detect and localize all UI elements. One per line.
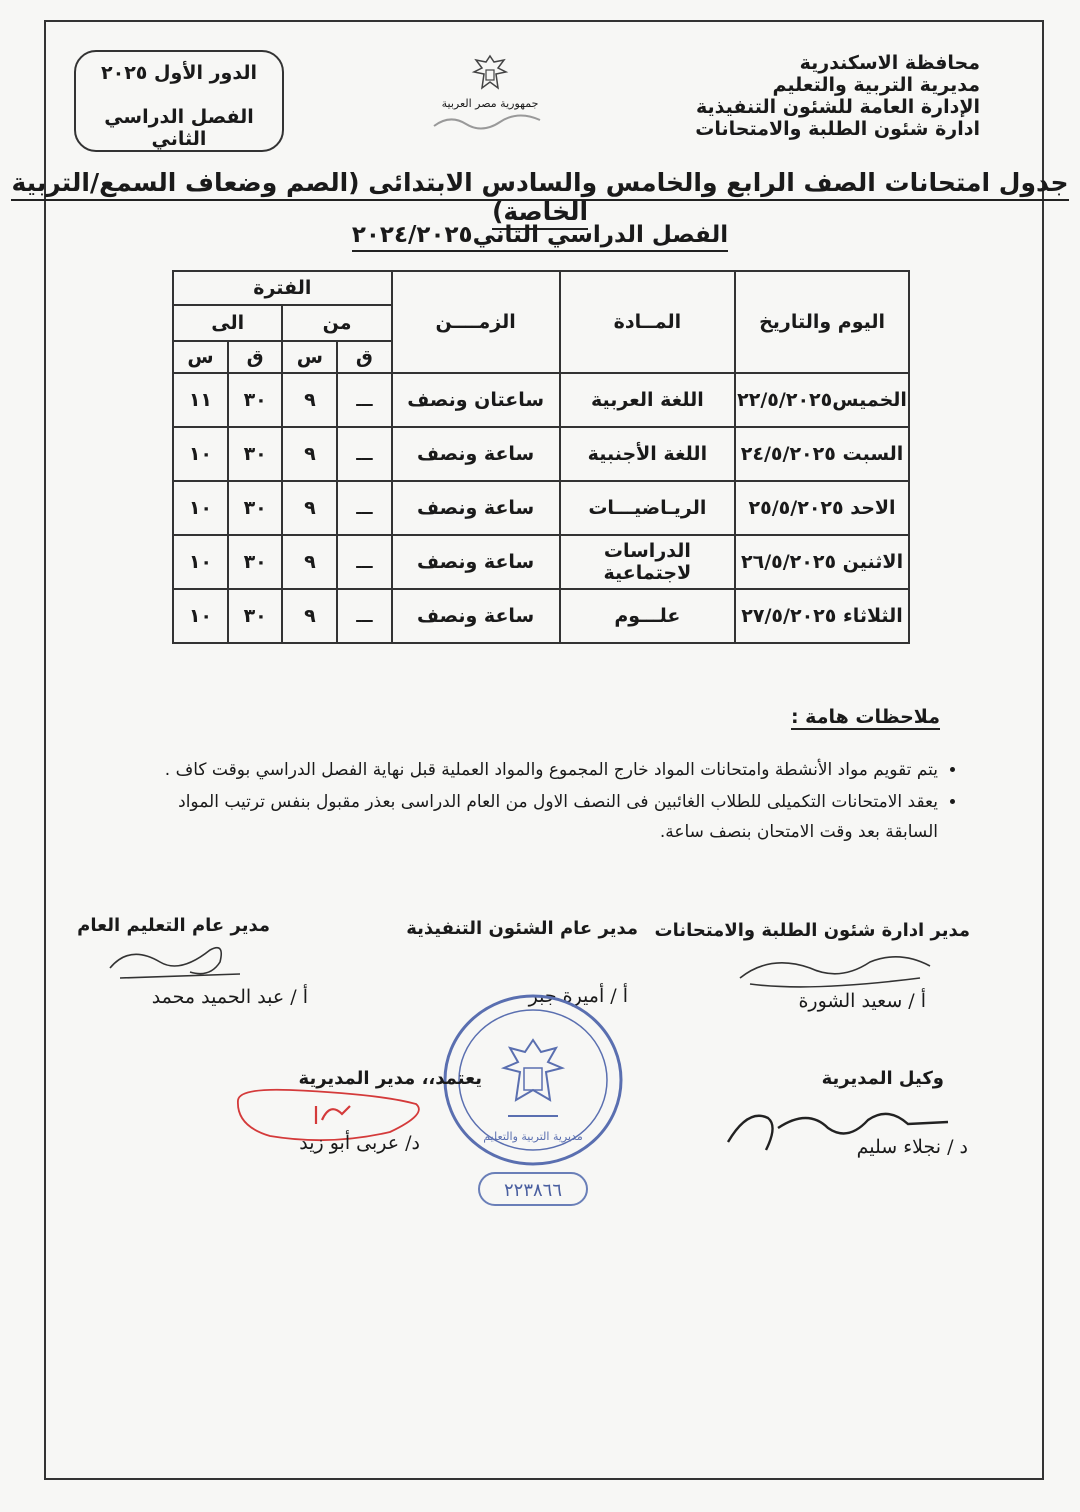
cell-from-hours: ٩ <box>282 535 337 589</box>
page-title <box>0 168 1080 226</box>
cell-from-hours: ٩ <box>282 589 337 643</box>
cell-to-hours: ١١ <box>173 373 228 427</box>
stamp-number: ٢٢٣٨٦٦ <box>478 1172 588 1206</box>
cell-from-minutes: ـــ <box>337 535 391 589</box>
governorate-line: محافظة الاسكندرية <box>799 52 980 74</box>
cell-subject: اللغة العربية <box>560 373 735 427</box>
table-row <box>173 589 909 643</box>
cell-from-hours: ٩ <box>282 373 337 427</box>
table-row <box>173 427 909 481</box>
cell-to-hours: ١٠ <box>173 535 228 589</box>
cell-to-hours: ١٠ <box>173 427 228 481</box>
exam-round-box <box>74 50 284 152</box>
signatory-2-name: أ / أميرة جبر <box>528 985 628 1007</box>
department-line: ادارة شئون الطلبة والامتحانات <box>695 118 980 140</box>
exam-schedule-table <box>172 270 910 644</box>
stamp-text: مديرية التربية والتعليم <box>483 1130 583 1143</box>
cell-to-hours: ١٠ <box>173 589 228 643</box>
header-to-minutes: ق <box>228 341 283 373</box>
header-from-minutes: ق <box>337 341 391 373</box>
cell-day: الثلاثاء ٢٧/٥/٢٠٢٥ <box>735 589 909 643</box>
list-item: • يعقد الامتحانات التكميلى للطلاب الغائبين فى النصف الاول من العام الدراسى بعذر مقبول بنفس ترتيب المواد السابقة بعد وقت الامتحان بنصف ساعة. <box>122 787 938 847</box>
page-subtitle-text: الفصل الدراسي الثاني٢٠٢٤/٢٠٢٥ <box>352 222 728 252</box>
eagle-emblem <box>420 52 560 144</box>
notes-list <box>122 755 962 849</box>
notes-title-text: ملاحظات هامة : <box>790 706 940 728</box>
cell-duration: ساعة ونصف <box>392 427 560 481</box>
header-duration: الزمــــن <box>392 271 560 373</box>
table-row <box>173 373 909 427</box>
cell-from-minutes: ـــ <box>337 589 391 643</box>
cell-day: الخميس٢٢/٥/٢٠٢٥ <box>735 373 909 427</box>
round-label: الدور الأول ٢٠٢٥ <box>101 62 257 84</box>
table-row <box>173 481 909 535</box>
calligraphy-icon <box>430 110 550 132</box>
issuer-header <box>695 52 980 140</box>
cell-subject: علـــوم <box>560 589 735 643</box>
cell-day: السبت ٢٤/٥/٢٠٢٥ <box>735 427 909 481</box>
emblem-caption: جمهورية مصر العربية <box>441 97 539 110</box>
cell-duration: ساعة ونصف <box>392 481 560 535</box>
header-to: الى <box>173 305 282 341</box>
cell-from-minutes: ـــ <box>337 373 391 427</box>
cell-from-hours: ٩ <box>282 427 337 481</box>
cell-duration: ساعتان ونصف <box>392 373 560 427</box>
cell-to-hours: ١٠ <box>173 481 228 535</box>
approval-title: يعتمد،، مدير المديرية <box>298 1068 482 1089</box>
cell-to-minutes: ٣٠ <box>228 373 283 427</box>
signatory-3-name: أ / عبد الحميد محمد <box>151 986 308 1008</box>
cell-from-minutes: ـــ <box>337 481 391 535</box>
cell-to-minutes: ٣٠ <box>228 481 283 535</box>
cell-subject: الريـاضيـــات <box>560 481 735 535</box>
header-from-hours: س <box>282 341 337 373</box>
term-label: الفصل الدراسي الثاني <box>104 106 254 150</box>
signatory-3-title: مدير عام التعليم العام <box>77 915 270 936</box>
header-subject: المــادة <box>560 271 735 373</box>
table-row <box>173 535 909 589</box>
list-item: • يتم تقويم مواد الأنشطة وامتحانات المواد خارج المجموع والمواد العملية قبل نهاية الفصل الدراسي بوقت كاف . <box>122 755 938 785</box>
signature-3-icon <box>100 938 250 988</box>
cell-from-hours: ٩ <box>282 481 337 535</box>
cell-to-minutes: ٣٠ <box>228 427 283 481</box>
page-title-text: جدول امتحانات الصف الرابع والخامس والسادس الابتدائى (الصم وضعاف السمع/التربية الخاصة) <box>11 168 1068 230</box>
header-day: اليوم والتاريخ <box>735 271 909 373</box>
cell-subject: الدراسات لاجتماعية <box>560 535 735 589</box>
cell-to-minutes: ٣٠ <box>228 589 283 643</box>
signatory-1-title: مدير ادارة شئون الطلبة والامتحانات <box>654 920 970 941</box>
directorate-line: مديرية التربية والتعليم <box>772 74 980 96</box>
cell-subject: اللغة الأجنبية <box>560 427 735 481</box>
signatory-4-name: د / نجلاء سليم <box>856 1136 968 1158</box>
signatory-2-title: مدير عام الشئون التنفيذية <box>406 918 638 939</box>
eagle-icon <box>468 52 512 96</box>
header-to-hours: س <box>173 341 228 373</box>
signatory-4-title: وكيل المديرية <box>821 1068 944 1089</box>
header-from: من <box>282 305 391 341</box>
cell-duration: ساعة ونصف <box>392 535 560 589</box>
cell-day: الاثنين ٢٦/٥/٢٠٢٥ <box>735 535 909 589</box>
approval-name: د/ عربى أبو زيد <box>299 1132 420 1154</box>
cell-duration: ساعة ونصف <box>392 589 560 643</box>
header-period: الفترة <box>173 271 392 305</box>
cell-to-minutes: ٣٠ <box>228 535 283 589</box>
cell-day: الاحد ٢٥/٥/٢٠٢٥ <box>735 481 909 535</box>
signatory-1-name: أ / سعيد الشورة <box>798 990 926 1012</box>
admin-line: الإدارة العامة للشئون التنفيذية <box>695 96 980 118</box>
notes-title <box>791 706 940 728</box>
cell-from-minutes: ـــ <box>337 427 391 481</box>
page-subtitle <box>0 222 1080 248</box>
